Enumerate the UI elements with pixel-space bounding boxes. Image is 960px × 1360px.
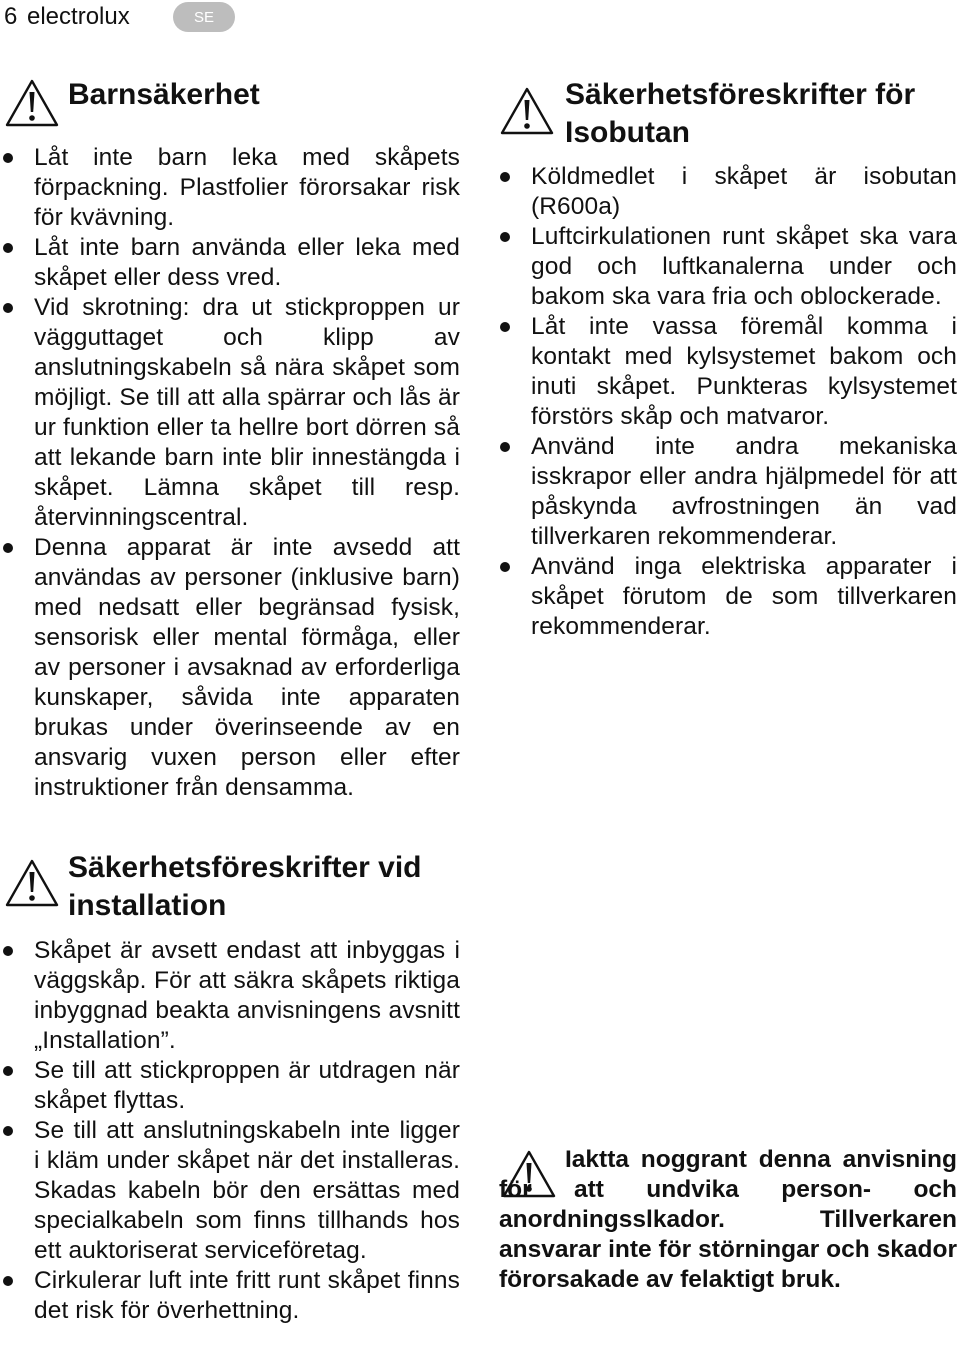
isobutane-safety-list — [497, 162, 957, 642]
list-item: Luftcirkulationen runt skåpet ska vara god och luftkanalerna under och bakom ska vara fria och oblockerade. — [497, 222, 957, 312]
bullet-icon — [3, 1276, 13, 1286]
list-item: Cirkulerar luft inte fritt runt skåpet finns det risk för överhettning. — [0, 1266, 460, 1326]
warning-triangle-icon — [499, 86, 555, 136]
child-safety-list — [0, 143, 460, 803]
warning-triangle-icon — [4, 78, 60, 128]
section-title: Säkerhetsföreskrifter för Isobutan — [565, 78, 916, 149]
brand-name: electrolux — [27, 3, 130, 30]
section-title: Barnsäkerhet — [68, 78, 260, 111]
list-item: Låt inte vassa föremål komma i kontakt med kylsystemet bakom och inuti skåpet. Punkteras kylsystemet förstörs skåp och matvaror. — [497, 312, 957, 432]
bullet-icon — [500, 442, 510, 452]
list-item: Se till att stickproppen är utdragen när skåpet flyttas. — [0, 1056, 460, 1116]
bullet-icon — [3, 1126, 13, 1136]
warning-triangle-icon — [4, 858, 60, 908]
bullet-icon — [3, 153, 13, 163]
bullet-icon — [500, 172, 510, 182]
list-item: Denna apparat är inte avsedd att användas av personer (inklusive barn) med nedsatt eller begränsad fysisk, sensorisk eller mental förmåga, eller av personer i avsaknad av erforderliga kunskaper, såvida inte apparaten brukas under överinseende av en ansvarig vuxen person eller efter instruktioner från densamma. — [0, 533, 460, 803]
installation-safety-list — [0, 936, 460, 1326]
bullet-icon — [3, 543, 13, 553]
list-item: Köldmedlet i skåpet är isobutan (R600a) — [497, 162, 957, 222]
list-item: Använd inga elektriska apparater i skåpet förutom de som tillverkaren rekommenderar. — [497, 552, 957, 642]
bullet-icon — [3, 243, 13, 253]
list-item: Se till att anslutningskabeln inte ligger i kläm under skåpet när det installeras. Skadas kabeln bör den ersättas med specialkabeln som finns tillhands hos ett auktoriserat serviceföretag. — [0, 1116, 460, 1266]
bullet-icon — [500, 322, 510, 332]
notice-text: Iaktta noggrant denna anvisning för att undvika person- och anordningsslkador. Tillverkaren ansvarar inte för störningar och skador förorsakade av felaktigt bruk. — [499, 1146, 957, 1293]
bullet-icon — [500, 232, 510, 242]
page-header — [0, 0, 960, 34]
list-item: Låt inte barn leka med skåpets förpackning. Plastfolier förorsakar risk för kvävning. — [0, 143, 460, 233]
list-item: Låt inte barn använda eller leka med skåpet eller dess vred. — [0, 233, 460, 293]
list-item: Vid skrotning: dra ut stickproppen ur vägguttaget och klipp av anslutningskabeln så nära skåpet som möjligt. Se till att alla spärrar och lås är ur funktion eller ta hellre bort dörren så att lekande barn inte blir innestängda i skåpet. Lämna skåpet till resp. återvinningscentral. — [0, 293, 460, 533]
page-number: 6 — [4, 3, 18, 30]
section-title: Säkerhetsföreskrifter vid installation — [68, 851, 422, 922]
bullet-icon — [500, 562, 510, 572]
bullet-icon — [3, 946, 13, 956]
bullet-icon — [3, 303, 13, 313]
language-badge: SE — [173, 2, 235, 32]
bullet-icon — [3, 1066, 13, 1076]
list-item: Använd inte andra mekaniska isskrapor eller andra hjälpmedel för att påskynda avfrostningen än vad tillverkaren rekommenderar. — [497, 432, 957, 552]
list-item: Skåpet är avsett endast att inbyggas i väggskåp. För att säkra skåpets riktiga inbyggnad beakta anvisningens avsnitt „Installation”. — [0, 936, 460, 1056]
